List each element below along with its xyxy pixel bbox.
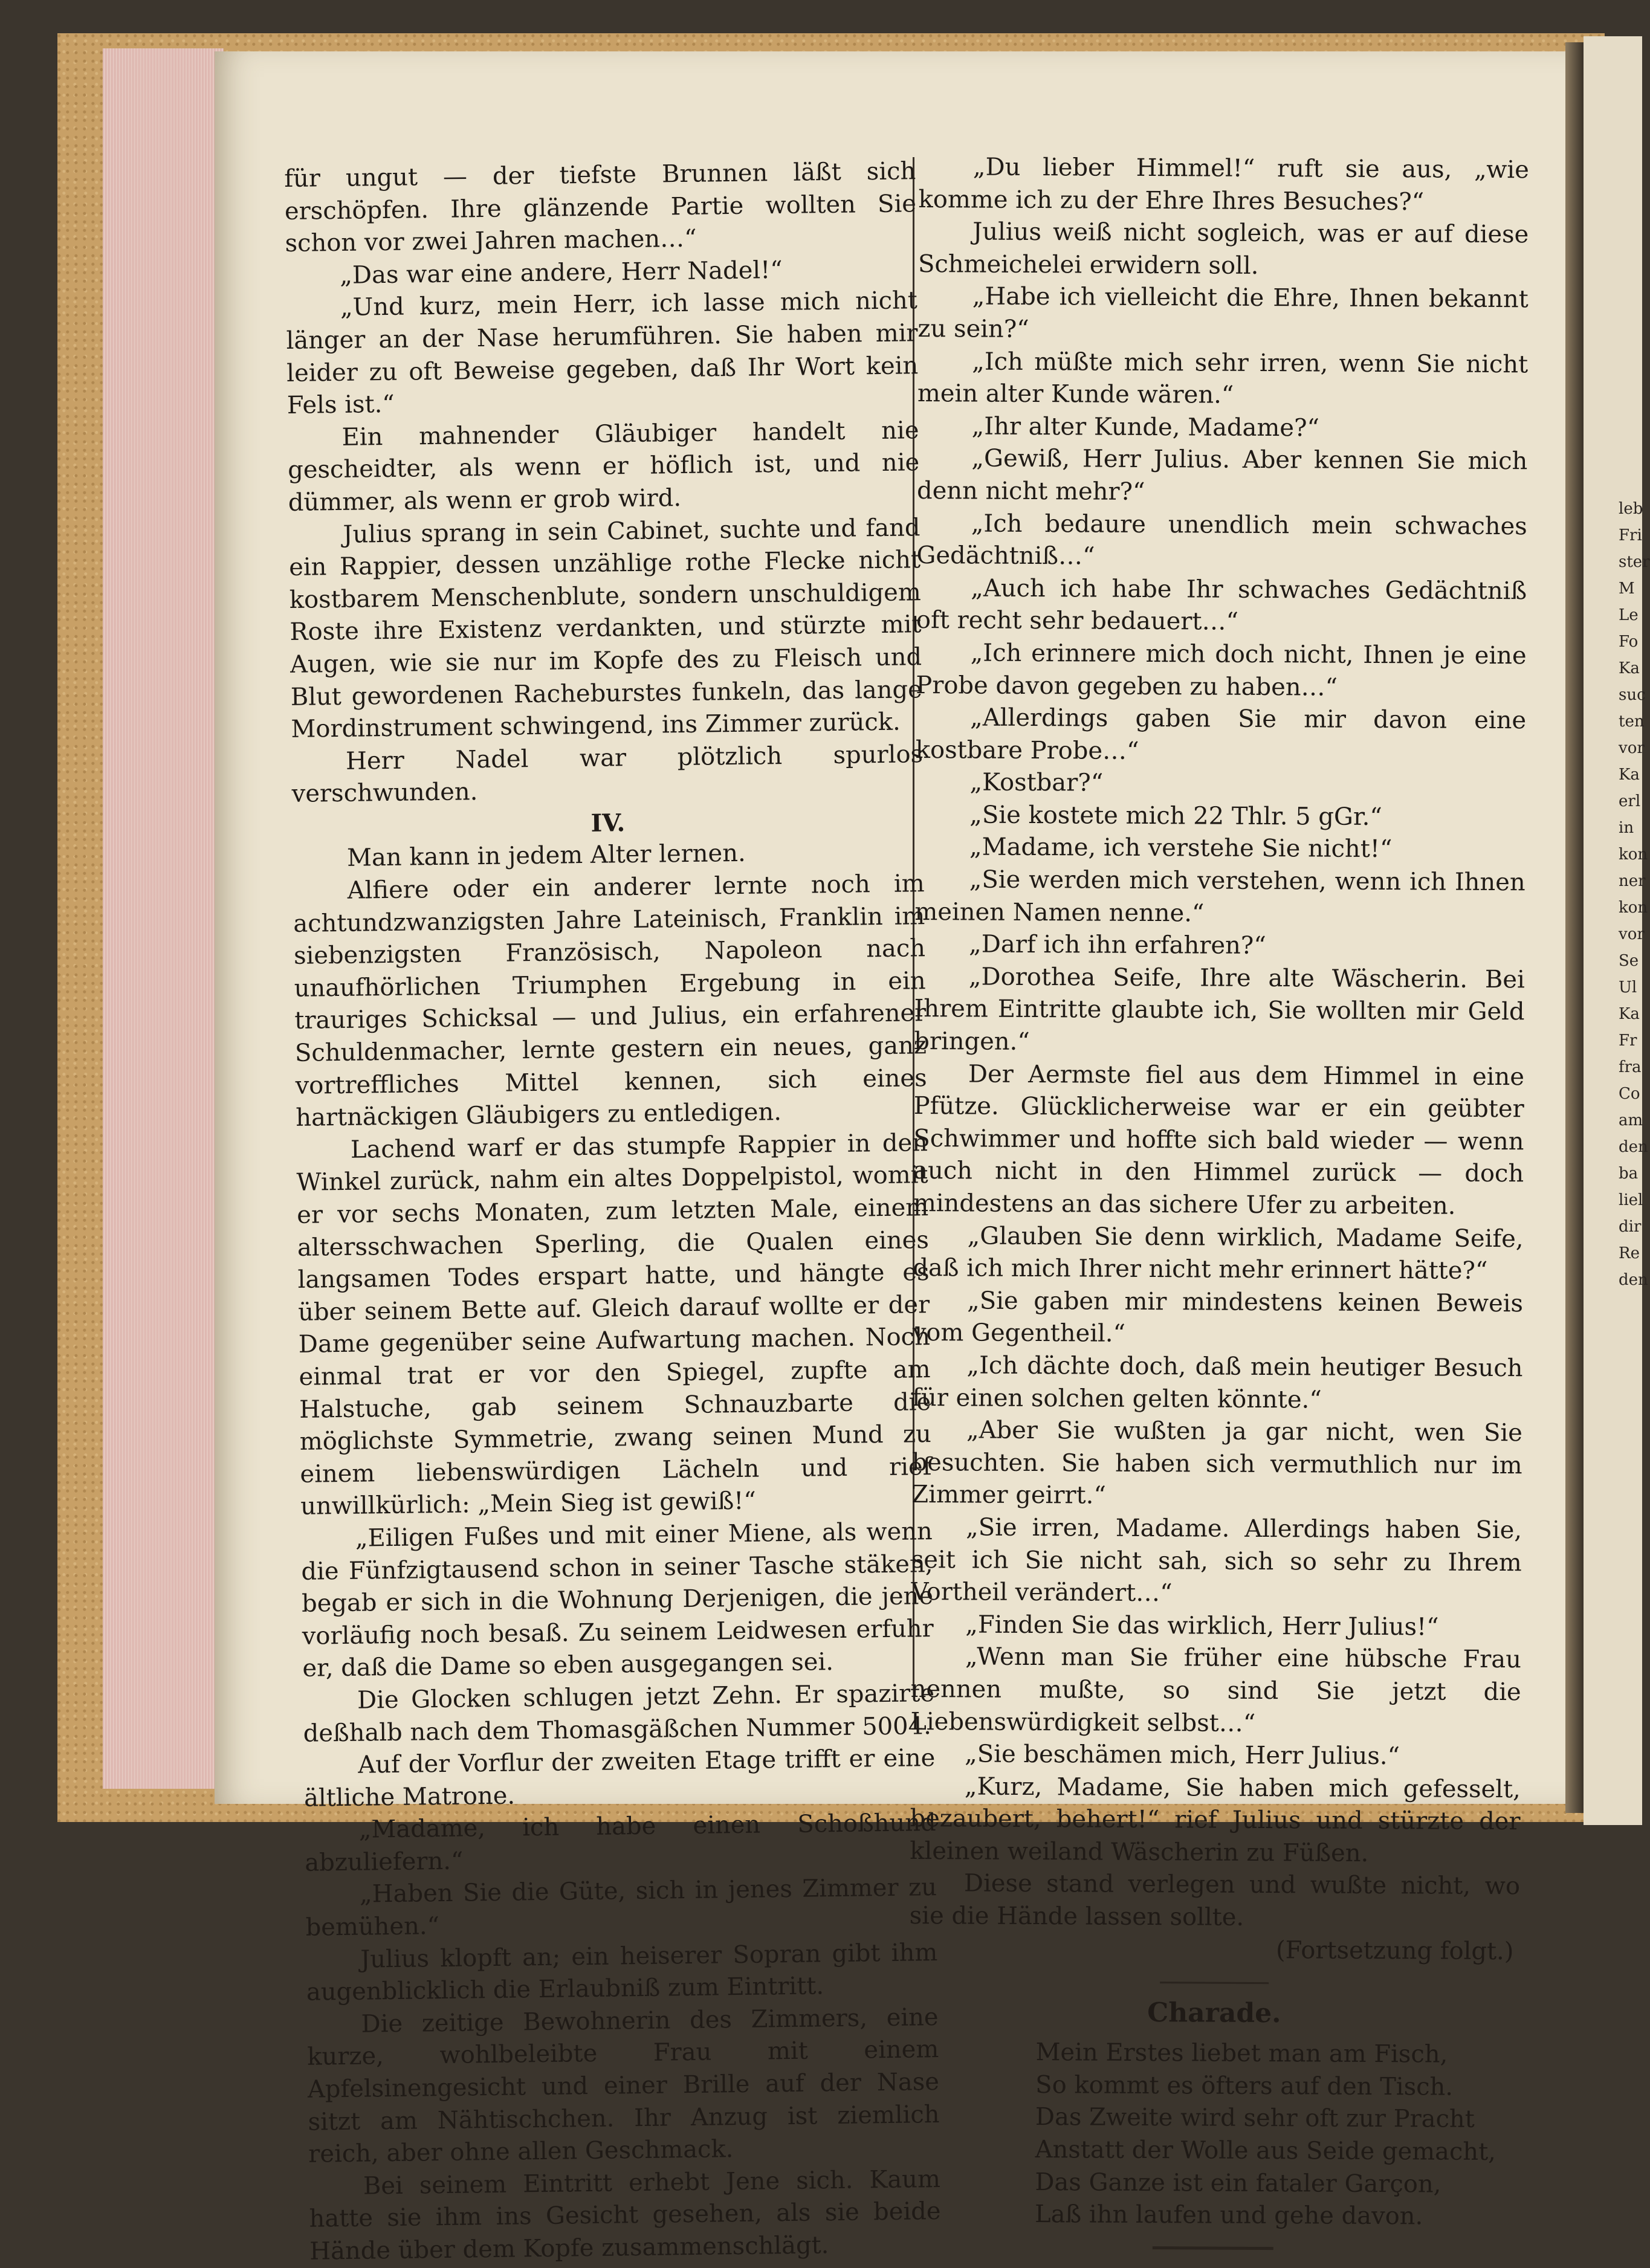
separator-rule (1160, 1982, 1269, 1984)
paragraph: Der Aermste fiel aus dem Himmel in eine Pfütze. Glücklicherweise war er ein geübter Schwimmer und hoffte sich bald wieder — wenn auch nicht in den Himmel zurück — doch mindestens an das sichere Ufer zu arbeiten. (913, 1060, 1525, 1220)
poem-line: So kommt es öfters auf den Tisch. (1035, 2070, 1454, 2101)
next-page-fragment: Le (1619, 606, 1639, 624)
next-page-fragment: Se (1619, 952, 1639, 970)
paragraph: „Ich bedaure unendlich mein schwaches Gedächtniß…“ (916, 509, 1527, 570)
paragraph: für ungut — der tiefste Brunnen läßt sich erschöpfen. Ihre glänzende Partie wollten Sie schon vor zwei Jahren machen…“ (284, 157, 917, 258)
poem-line: Anstatt der Wolle aus Seide gemacht, (1035, 2136, 1496, 2166)
next-page-fragment: M (1619, 580, 1635, 598)
paragraph: „Ich dächte doch, daß mein heutiger Besuch für einen solchen gelten könnte.“ (912, 1351, 1523, 1414)
book-gutter (1565, 42, 1584, 1813)
next-page-fragment: Ka (1619, 1005, 1640, 1023)
next-page-fragment: fra (1619, 1058, 1642, 1076)
paragraph: Diese stand verlegen und wußte nicht, wo sie die Hände lassen sollte. (909, 1869, 1521, 1931)
paragraph: „Gewiß, Herr Julius. Aber kennen Sie mich denn nicht mehr?“ (916, 444, 1528, 506)
paragraph: „Kostbar?“ (969, 768, 1104, 797)
paragraph: Bei seinem Eintritt erhebt Jene sich. Kaum hatte sie ihm ins Gesicht gesehen, als sie beide Hände über dem Kopfe zusammenschlägt. (309, 2165, 941, 2266)
paragraph: „Dorothea Seife, Ihre alte Wäscherin. Bei Ihrem Eintritte glaubte ich, Sie wollten mir Geld bringen.“ (914, 963, 1525, 1056)
paragraph: „Madame, ich habe einen Schoßhund abzuliefern.“ (305, 1809, 936, 1877)
next-page-fragment: ba (1619, 1165, 1639, 1183)
next-page-fragment: erl (1619, 792, 1641, 810)
poem-title: Charade. (1147, 1997, 1281, 2029)
next-page-fragments (1619, 496, 1650, 1293)
next-page-fragment: liel (1619, 1191, 1643, 1209)
right-column (908, 151, 1529, 2251)
next-page-fragment: kon (1619, 845, 1648, 864)
next-page-fragment: ten (1619, 712, 1645, 731)
paragraph: „Aber Sie wußten ja gar nicht, wen Sie besuchten. Sie haben sich vermuthlich nur im Zimmer geirrt.“ (911, 1416, 1523, 1510)
paragraph: „Darf ich ihn erfahren?“ (969, 930, 1266, 960)
next-page-fragment: vor (1619, 739, 1645, 757)
next-page-fragment: dir (1619, 1218, 1642, 1236)
paragraph: „Allerdings gaben Sie mir davon eine kostbare Probe…“ (915, 703, 1527, 765)
end-rule (1153, 2246, 1273, 2250)
paragraph: „Ich erinnere mich doch nicht, Ihnen je eine Probe davon gegeben zu haben…“ (916, 639, 1527, 702)
charade-poem (908, 2036, 1519, 2234)
paragraph: Lachend warf er das stumpfe Rappier in den Winkel zurück, nahm ein altes Doppelpistol, womit er vor sechs Monaten, zum letzten Male, einem altersschwachen Sperling, die Qualen eines langsamen Todes erspart hatte, und hängte es über seinem Bette auf. Gleich darauf wollte er der Dame gegenüber seine Aufwartung machen. Noch einmal trat er vor den Spiegel, zupfte am Halstuche, gab seinem Schnauzbarte die möglichste Symmetrie, zwang seinen Mund zu einem liebenswürdigen Lächeln und rief unwillkürlich: „Mein Sieg ist gewiß!“ (296, 1128, 932, 1521)
section-heading: IV. (590, 809, 626, 838)
paragraph: „Sie irren, Madame. Allerdings haben Sie, seit ich Sie nicht sah, sich so sehr zu Ihrem Vortheil verändert…“ (911, 1513, 1522, 1607)
next-page-fragment: ster (1619, 553, 1650, 571)
next-page-fragment: Ul (1619, 978, 1637, 997)
paragraph: „Glauben Sie denn wirklich, Madame Seife, daß ich mich Ihrer nicht mehr erinnert hätte?“ (913, 1222, 1524, 1285)
paragraph: „Madame, ich verstehe Sie nicht!“ (969, 833, 1393, 864)
poem-line: Mein Erstes liebet man am Fisch, (1035, 2038, 1448, 2069)
paragraph: „Ich müßte mich sehr irren, wenn Sie nicht mein alter Kunde wären.“ (917, 347, 1529, 409)
poem-line: Laß ihn laufen und gehe davon. (1035, 2200, 1423, 2231)
paragraph: „Haben Sie die Güte, sich in jenes Zimmer zu bemühen.“ (305, 1873, 937, 1942)
paragraph: Man kann in jedem Alter lernen. (346, 839, 746, 873)
next-page-fragment: in (1619, 819, 1634, 837)
next-page-fragment: am (1619, 1111, 1643, 1129)
paragraph: Herr Nadel war plötzlich spurlos verschwunden. (291, 740, 924, 809)
paragraph: „Kurz, Madame, Sie haben mich gefesselt, bezaubert, behert!“ rief Julius und stürzte der kleinen weiland Wäscherin zu Füßen. (910, 1772, 1521, 1867)
paragraph: Alfiere oder ein anderer lernte noch im achtundzwanzigsten Jahre Lateinisch, Franklin im siebenzigsten Französisch, Napoleon nach unaufhörlichen Triumphen Ergebung in ein trauriges Schicksal — und Julius, ein erfahrener Schuldenmacher, lernte gestern ein neues, ganz vortreffliches Mittel kennen, sich eines hartnäckigen Gläubigers zu entledigen. (293, 870, 927, 1132)
next-page-fragment: den (1619, 1138, 1648, 1156)
next-page-fragment: kon (1619, 899, 1648, 917)
paragraph: Die Glocken schlugen jetzt Zehn. Er spazirte deßhalb nach dem Thomasgäßchen Nummer 5004. (303, 1679, 935, 1748)
paragraph: „Habe ich vielleicht die Ehre, Ihnen bekannt zu sein?“ (917, 282, 1529, 343)
next-page-fragment: Ka (1619, 766, 1640, 784)
paragraph: „Sie beschämen mich, Herr Julius.“ (964, 1740, 1400, 1771)
continuation-note: (Fortsetzung folgt.) (1275, 1936, 1514, 1965)
paragraph: „Finden Sie das wirklich, Herr Julius!“ (965, 1611, 1439, 1641)
next-page-fragment: Fo (1619, 633, 1639, 651)
paragraph: Die zeitige Bewohnerin des Zimmers, eine kurze, wohlbeleibte Frau mit einem Apfelsinengesicht und einer Brille auf der Nase sitzt am Nähtischchen. Ihr Anzug ist ziemlich reich, aber ohne allen Geschmack. (307, 2003, 940, 2168)
paragraph: Auf der Vorflur der zweiten Etage trifft er eine ältliche Matrone. (303, 1744, 936, 1812)
poem-line: Das Zweite wird sehr oft zur Pracht (1035, 2103, 1475, 2134)
paragraph: Julius sprang in sein Cabinet, suchte und fand ein Rappier, dessen unzählige rothe Flecke nicht kostbarem Menschenblute, sondern unschuldigem Roste ihre Existenz verdankten, und stürzte mit Augen, wie sie nur im Kopfe des zu Fleisch und Blut gewordenen Racheburstes funkeln, das lange Mordinstrument schwingend, ins Zimmer zurück. (288, 513, 922, 744)
next-page-fragment: Re (1619, 1244, 1640, 1262)
next-page-fragment: Fr (1619, 1032, 1637, 1050)
paragraph: Julius klopft an; ein heiserer Sopran gibt ihm augenblicklich die Erlaubniß zum Eintritt. (306, 1938, 938, 2007)
next-page-fragment: vor (1619, 925, 1645, 943)
paragraph: „Sie kostete mich 22 Thlr. 5 gGr.“ (969, 801, 1382, 831)
next-page-fragment: Ka (1619, 659, 1640, 677)
page-edges (103, 48, 224, 1789)
poem-line: Das Ganze ist ein fataler Garçon, (1035, 2168, 1441, 2199)
next-page-fragment: suc (1619, 686, 1646, 704)
paragraph: „Auch ich habe Ihr schwaches Gedächtniß oft recht sehr bedauert…“ (916, 574, 1527, 636)
next-page-fragment: leb (1619, 500, 1643, 518)
paragraph: „Sie werden mich verstehen, wenn ich Ihnen meinen Namen nenne.“ (914, 865, 1525, 928)
next-page-fragment: Fri (1619, 526, 1642, 544)
paragraph: „Wenn man Sie früher eine hübsche Frau nennen mußte, so sind Sie jetzt die Liebenswürdigkeit selbst…“ (910, 1643, 1522, 1737)
paragraph: Julius weiß nicht sogleich, was er auf diese Schmeichelei erwidern soll. (917, 218, 1529, 280)
next-page-fragment: den (1619, 1271, 1648, 1289)
paragraph: „Sie gaben mir mindestens keinen Beweis vom Gegentheil.“ (912, 1287, 1524, 1348)
paragraph: „Das war eine andere, Herr Nadel!“ (339, 256, 783, 289)
paragraph: „Ihr alter Kunde, Madame?“ (971, 412, 1320, 442)
next-page-edge (1584, 36, 1650, 1825)
paragraph: „Du lieber Himmel!“ ruft sie aus, „wie komme ich zu der Ehre Ihres Besuches?“ (918, 153, 1529, 216)
next-page-fragment: Co (1619, 1085, 1640, 1103)
next-page-fragment: ner (1619, 872, 1646, 890)
paragraph: „Und kurz, mein Herr, ich lasse mich nicht länger an der Nase herumführen. Sie haben mir leider zu oft Beweise gegeben, daß Ihr Wort kein Fels ist.“ (286, 286, 919, 420)
paragraph: Ein mahnender Gläubiger handelt nie gescheidter, als wenn er höflich ist, und nie dümmer, als wenn er grob wird. (287, 416, 920, 517)
left-column (284, 155, 941, 2268)
paragraph: „Eiligen Fußes und mit einer Miene, als wenn die Fünfzigtausend schon in seiner Tasche stäken, begab er sich in die Wohnung Derjenigen, die jene vorläufig noch besaß. Zu seinem Leidwesen erfuhr er, daß die Dame so eben ausgegangen sei. (301, 1517, 934, 1683)
